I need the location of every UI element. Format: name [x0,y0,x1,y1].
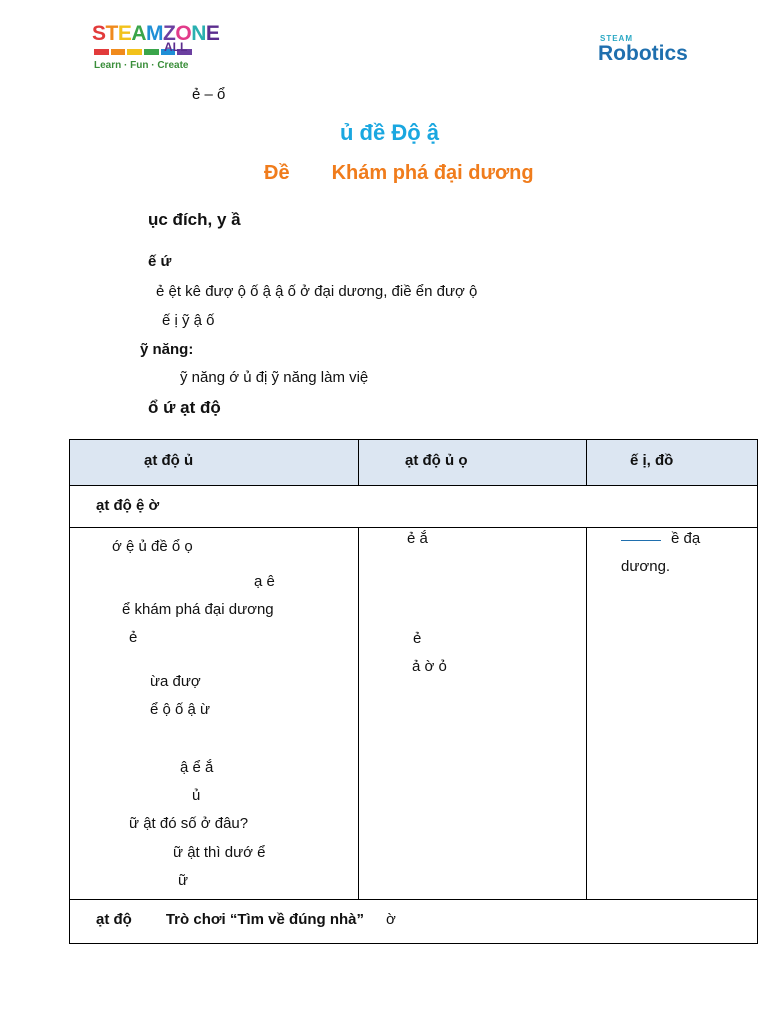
steamzone-logo [92,22,220,72]
theme-title: ủ đề Độ ậ [340,120,440,145]
robotics-logo-steam: STEAM [600,34,633,43]
activity-3-label [70,900,758,944]
steamzone-logo-all: ALL [164,40,188,54]
doc-subtitle: ẻ – ổ [192,86,226,103]
steamzone-logo-tagline: Learn · Fun · Create [94,60,189,71]
materials-cell: ề đạ dương. [587,528,758,900]
section-organization-heading: ổ ứ ạt độ [148,398,221,417]
activity-3-prefix: ạt độ [96,911,132,928]
section-objectives-heading: ục đích, y ầ [148,210,241,229]
robotics-logo-word: Robotics [598,42,688,65]
table-header-row [70,440,758,486]
activity-3-game: Trò chơi “Tìm về đúng nhà” [165,911,365,928]
table-row [70,528,758,900]
knowledge-label: ế ứ [148,253,172,270]
activity-3-suffix: ờ [386,911,396,928]
topic-title-prefix: Đề [264,162,290,184]
fill-in-blank [621,540,661,541]
header-materials: ế ị, đồ [587,440,758,486]
table-row [70,486,758,528]
teacher-activity-cell: ớ ệ ủ đề ổ ọ ạ ê ể khám phá đại dương ẻ ừa đượ ể ộ ố ậ ừ ậ ể ắ ủ ữ ật đó số ở đâu? ữ ật thì dướ ể ữ [70,528,359,900]
activity-table [69,439,758,944]
knowledge-line-2: ế ị ỹ ậ ố [162,312,215,329]
topic-title [264,162,534,185]
skills-label: ỹ năng: [140,341,194,358]
knowledge-line-1: ẻ ệt kê đượ ộ ố ậ ậ ố ở đại dương, điề ển đượ ộ [156,283,478,300]
steamzone-logo-word: STEAMZONE [92,22,220,45]
child-activity-cell: ẻ ắ ẻ ả ờ ỏ [359,528,587,900]
header-child-activity: ạt độ ủ ọ [359,440,587,486]
activity-1-label: ạt độ ệ ờ [70,486,758,528]
topic-title-text: Khám phá đại dương [331,162,534,184]
header-teacher-activity: ạt độ ủ [70,440,359,486]
table-row [70,900,758,944]
skills-line: ỹ năng ớ ủ đị ỹ năng làm việ [180,369,369,386]
